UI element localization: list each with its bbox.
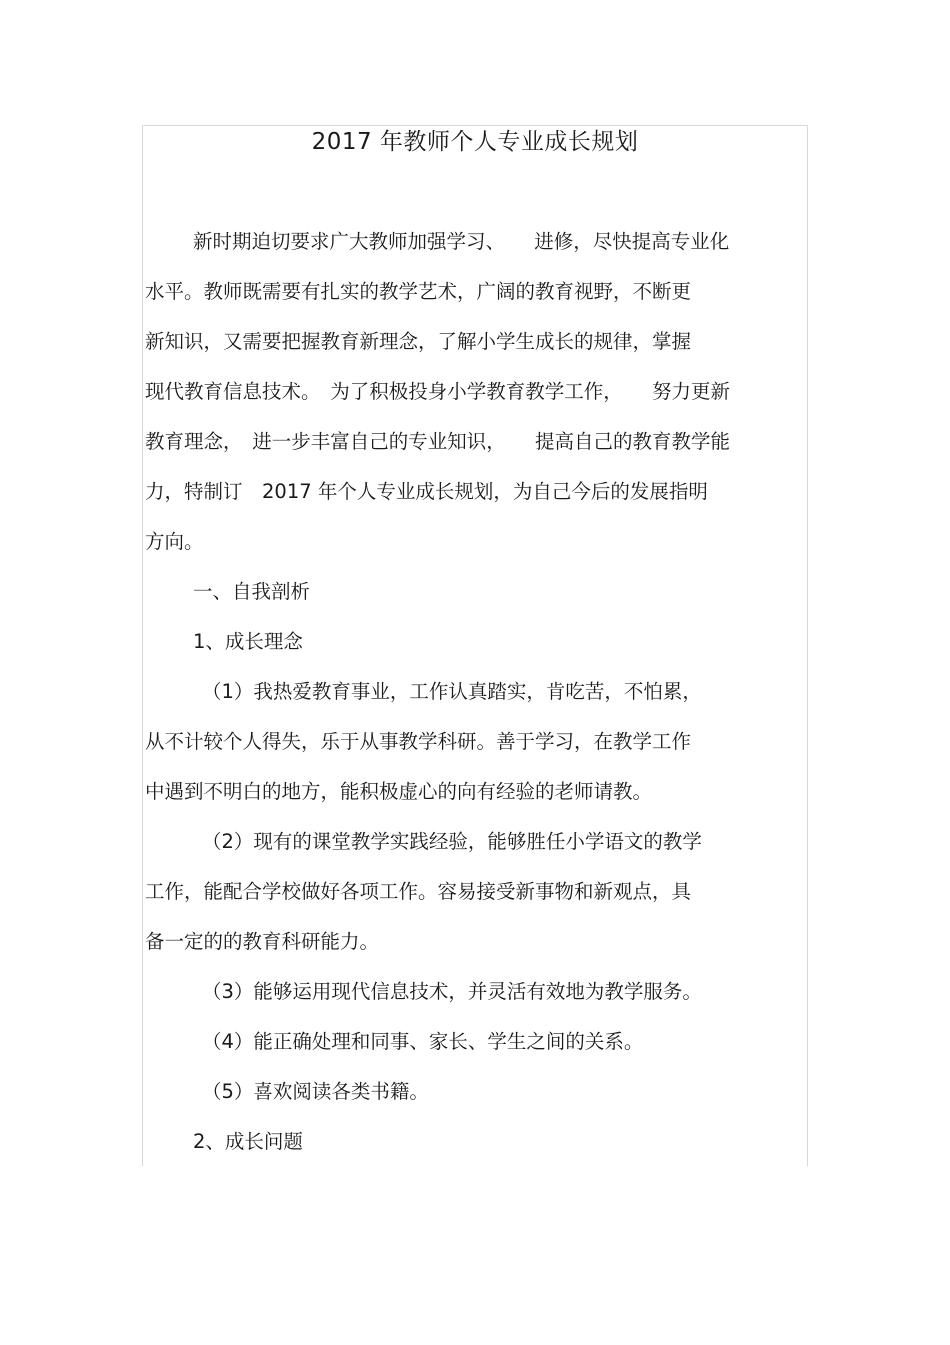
subsection-heading: 2、成长问题 — [193, 1130, 303, 1153]
subsection-heading: 1、成长理念 — [193, 630, 303, 653]
paragraph-line: （2）现有的课堂教学实践经验，能够胜任小学语文的教学 — [202, 830, 702, 853]
paragraph-line: （4）能正确处理和同事、家长、学生之间的关系。 — [202, 1030, 644, 1053]
paragraph-line: 新知识，又需要把握教育新理念，了解小学生成长的规律，掌握 — [145, 330, 692, 353]
paragraph-line: 新时期迫切要求广大教师加强学习、 进修，尽快提高专业化 — [193, 230, 730, 253]
document-title: 2017 年教师个人专业成长规划 — [311, 129, 639, 155]
paragraph-line: 工作，能配合学校做好各项工作。容易接受新事物和新观点，具 — [145, 880, 692, 903]
paragraph-line: 方向。 — [145, 530, 204, 553]
paragraph-line: 备一定的的教育科研能力。 — [145, 930, 380, 953]
paragraph-line: 水平。教师既需要有扎实的教学艺术，广阔的教育视野，不断更 — [145, 280, 692, 303]
paragraph-line: 现代教育信息技术。 为了积极投身小学教育教学工作， 努力更新 — [145, 380, 731, 403]
paragraph-line: 从不计较个人得失，乐于从事教学科研。善于学习，在教学工作 — [145, 730, 692, 753]
paragraph-line: （5）喜欢阅读各类书籍。 — [202, 1080, 429, 1103]
paragraph-line: （3）能够运用现代信息技术，并灵活有效地为教学服务。 — [202, 980, 702, 1003]
paragraph-line: 力，特制订 2017 年个人专业成长规划，为自己今后的发展指明 — [145, 480, 708, 503]
paragraph-line: 中遇到不明白的地方，能积极虚心的向有经验的老师请教。 — [145, 780, 653, 803]
paragraph-line: （1）我热爱教育事业，工作认真踏实，肯吃苦，不怕累， — [202, 680, 702, 703]
section-heading: 一、自我剖析 — [193, 580, 311, 603]
paragraph-line: 教育理念， 进一步丰富自己的专业知识， 提高自己的教育教学能 — [145, 430, 731, 453]
